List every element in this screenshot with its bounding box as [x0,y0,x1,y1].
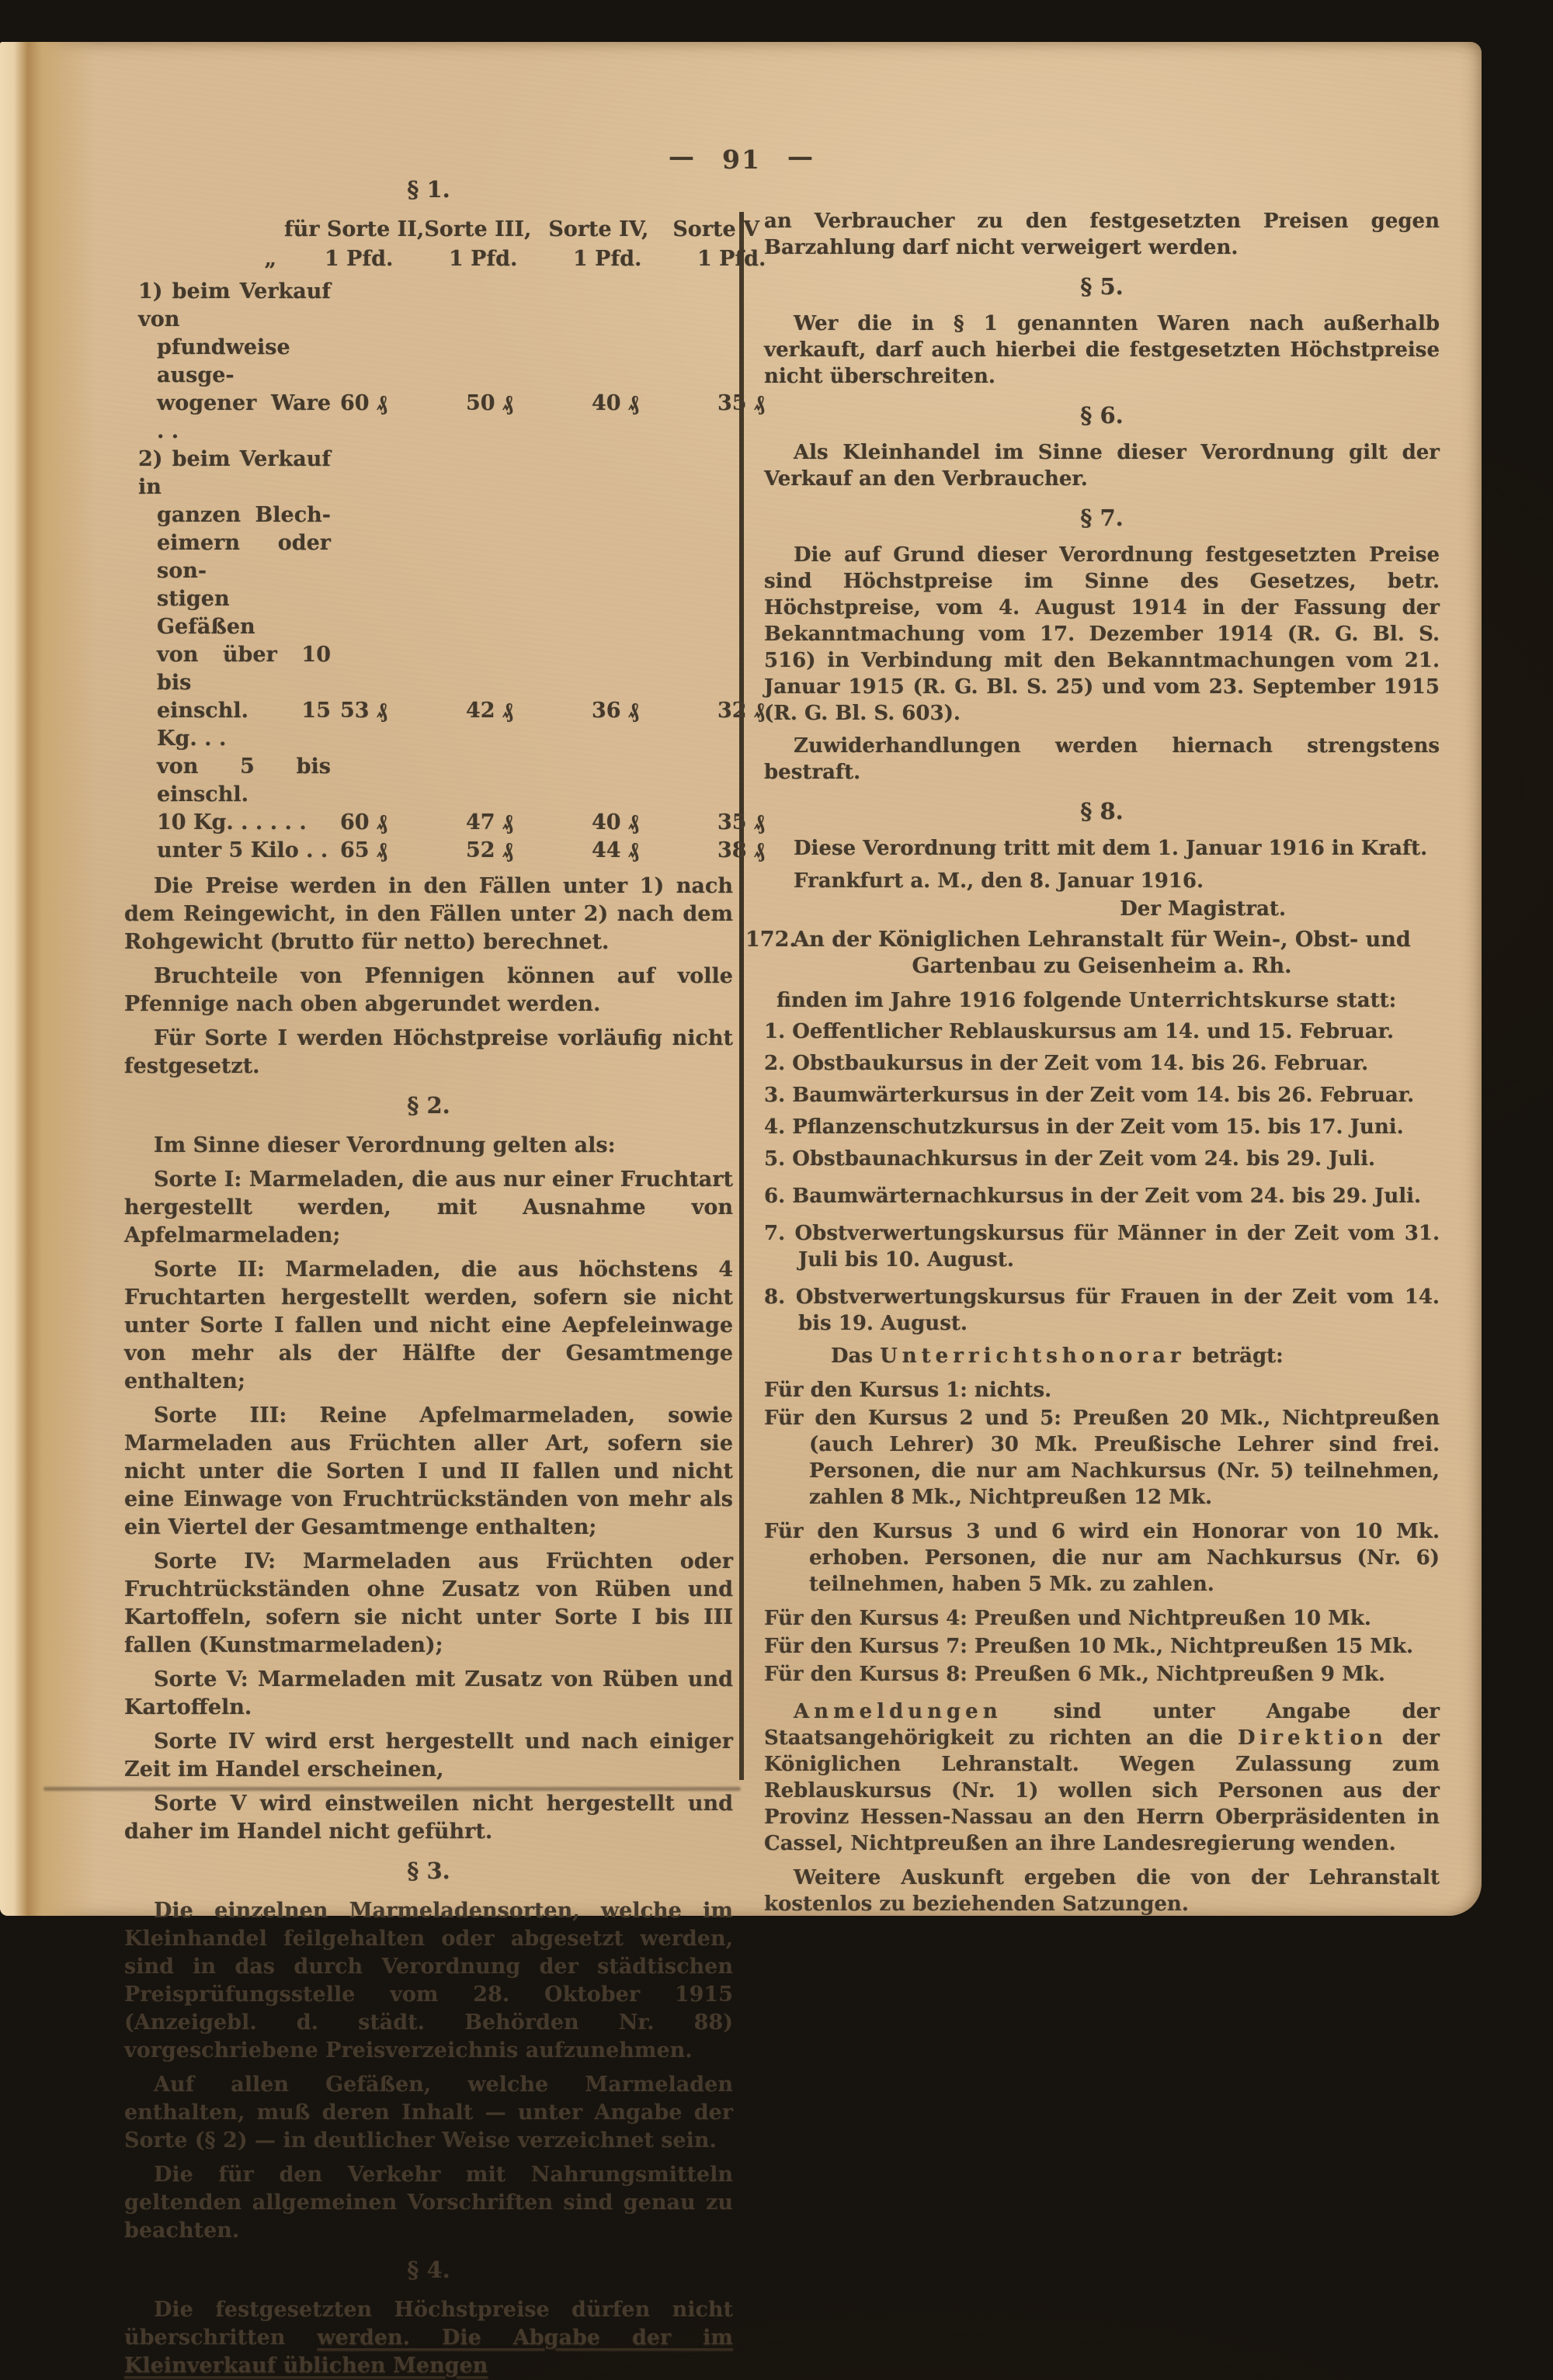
closing-paragraph: Weitere Auskunft ergeben die von der Lehranstalt kostenlos zu beziehenden Satzungen. [764,1866,1440,1916]
unit-pfd-3: 1 Pfd. [573,247,642,271]
paragraph: Bruchteile von Pfennigen können auf volle Pfennige nach oben abgerundet werden. [124,964,733,1016]
course-item: 6. Baumwärternachkursus in der Zeit vom 24. bis 29. Juli. [764,1185,1422,1208]
price-value: 60 ₰ [340,810,387,834]
paragraph: Als Kleinhandel im Sinne dieser Verordnung gilt der Verkauf an den Verbraucher. [764,441,1440,491]
col-header-sorte-5: Sorte V [672,217,760,241]
price-value: 35 ₰ [717,810,765,834]
table-row: einschl. 15 Kg. . . 53 ₰ 42 ₰ 36 ₰ 32 ₰ [124,697,733,753]
section-2-heading: § 2. [407,1092,450,1119]
paragraph: Für Sorte I werden Höchstpreise vorläufig nicht festgesetzt. [124,1026,733,1078]
price-value: 36 ₰ [592,699,639,723]
courses-intro: finden im Jahre 1916 folgende Unterrichtskurse statt: [776,989,1397,1012]
paragraph: Die festgesetzten Höchstpreise dürfen nicht überschritten werden. Die Abgabe der im Kleinverkauf üblichen Mengen [124,2298,733,2378]
table-row: 1) beim Verkauf von [138,279,331,331]
anmeldung-paragraph: Anmeldungen sind unter Angabe der Staatsangehörigkeit zu richten an die Direktion der Königlichen Lehranstalt. Wegen Zulassung zum Reblauskursus (Nr. 1) wollen sich Personen aus der Provinz Hessen-Nassau an den Herrn Oberpräsidenten in Cassel, Nichtpreußen an ihre Landesregierung wenden. [764,1700,1440,1855]
letterspaced-word: Direktion [1237,1726,1388,1750]
price-value: 50 ₰ [466,391,513,415]
price-value: 40 ₰ [592,391,639,415]
price-value: 35 ₰ [717,391,765,415]
dateline: Frankfurt a. M., den 8. Januar 1916. [794,869,1204,893]
paragraph-sorte-2: Sorte II: Marmeladen, die aus höchstens 4 Fruchtarten hergestellt werden, sofern sie nicht unter Sorte I fallen und nicht eine Aepfeleinwage von mehr als der Hälfte der Gesamtmenge enthalten; [124,1258,733,1393]
course-item: 3. Baumwärterkursus in der Zeit vom 14. bis 26. Februar. [764,1084,1415,1107]
section-5-heading: § 5. [1080,273,1124,300]
paragraph: Die einzelnen Marmeladensorten, welche im Kleinhandel feilgehalten oder abgesetzt werden, sind in das durch Verordnung der städtischen Preisprüfungsstelle vom 28. Oktober 1915 (Anzeigebl. d. städt. Behörden Nr. 88) vorgeschriebene Preisverzeichnis aufzunehmen. [124,1899,733,2063]
section-1-heading: § 1. [407,176,450,203]
paragraph: Auf allen Gefäßen, welche Marmeladen enthalten, muß deren Inhalt — unter Angabe der Sorte (§ 2) — in deutlicher Weise verzeichnet sein. [124,2073,733,2153]
table-spacer [124,216,284,244]
table-row: ganzen Blech- [157,503,331,527]
section-8-heading: § 8. [1080,798,1124,824]
course-item: 5. Obstbaunachkursus in der Zeit vom 24. bis 29. Juli. [764,1147,1376,1171]
left-column [124,165,766,2380]
letterspaced-word: Unterrichtshonorar [880,1344,1186,1368]
table-row: eimern oder son- [157,531,331,583]
unit-pfd-1: 1 Pfd. [325,247,394,271]
fee-item: Für den Kursus 8: Preußen 6 Mk., Nichtpreußen 9 Mk. [764,1663,1385,1686]
paragraph: Im Sinne dieser Verordnung gelten als: [154,1133,616,1157]
col-header-sorte-4: Sorte IV, [548,217,649,241]
course-item: 8. Obstverwertungskursus für Frauen in der Zeit vom 14. bis 19. August. [764,1285,1440,1335]
col-header-sorte-3: Sorte III, [424,217,532,241]
entry-number: 172. [745,928,797,952]
paragraph-sorte-4: Sorte IV: Marmeladen aus Früchten oder Fruchtrückständen ohne Zusatz von Rüben und Kartoffeln, sofern sie nicht unter Sorte I bis III fallen (Kunstmarmeladen); [124,1549,733,1657]
price-value: 44 ₰ [592,838,639,862]
column-divider-rule [739,212,744,1780]
table-row: von 5 bis einschl. [157,755,331,807]
table-row: stigen Gefäßen [157,587,255,639]
table-row: 10 Kg. . . . . . 60 ₰ 47 ₰ 40 ₰ 35 ₰ [124,809,733,837]
section-4-heading: § 4. [407,2257,450,2283]
price-value: 32 ₰ [717,699,765,723]
unit-pfd-4: 1 Pfd. [697,247,766,271]
price-table-unit-header [124,245,766,273]
signature-der-magistrat: Der Magistrat. [1120,897,1286,921]
course-item: 4. Pflanzenschutzkursus in der Zeit vom 15. bis 17. Juni. [764,1115,1404,1139]
fee-item: Für den Kursus 1: nichts. [764,1379,1052,1402]
fee-item: Für den Kursus 2 und 5: Preußen 20 Mk., Nichtpreußen (auch Lehrer) 30 Mk. Preußische Lehrer sind frei. Personen, die nur am Nachkursus (Nr. 5) teilnehmen, zahlen 8 Mk., Nichtpreußen 12 Mk. [764,1407,1440,1509]
table-row: unter 5 Kilo . . 65 ₰ 52 ₰ 44 ₰ 38 ₰ [124,837,733,865]
price-value: 40 ₰ [592,810,639,834]
honorar-line: Das Unterrichtshonorar beträgt: [831,1344,1284,1368]
ink-smear [43,1787,741,1791]
paragraph: Die Preise werden in den Fällen unter 1) nach dem Reingewicht, in den Fällen unter 2) nach dem Rohgewicht (brutto für netto) berechnet. [124,874,733,954]
course-item: 1. Oeffentlicher Reblauskursus am 14. und 15. Februar. [764,1020,1395,1043]
price-value: 47 ₰ [466,810,513,834]
table-row: von über 10 bis [157,643,331,695]
course-item: 7. Obstverwertungskursus für Männer in der Zeit vom 31. Juli bis 10. August. [764,1222,1440,1272]
paragraph-sorte-5: Sorte V: Marmeladen mit Zusatz von Rüben und Kartoffeln. [124,1667,733,1719]
unit-pfd-2: 1 Pfd. [449,247,518,271]
page-number-dash-left: — [669,141,697,172]
fee-item: Für den Kursus 3 und 6 wird ein Honorar von 10 Mk. erhoben. Personen, die nur am Nachkursus (Nr. 6) teilnehmen, haben 5 Mk. zu zahlen. [764,1520,1440,1596]
table-row: 2) beim Verkauf in [138,447,331,499]
fee-item: Für den Kursus 7: Preußen 10 Mk., Nichtpreußen 15 Mk. [764,1635,1414,1658]
section-3-heading: § 3. [407,1858,450,1884]
table-row: pfundweise ausge- [157,335,290,387]
paragraph: Sorte IV wird erst hergestellt und nach einiger Zeit im Handel erscheinen, [124,1729,733,1782]
paragraph: Die auf Grund dieser Verordnung festgesetzten Preise sind Höchstpreise im Sinne des Gesetzes, betr. Höchstpreise, vom 4. August 1914 in der Fassung der Bekanntmachung vom 17. Dezember 1914 (R. G. Bl. S. 516) in Verbindung mit den Bekanntmachungen vom 21. Januar 1915 (R. G. Bl. S. 25) und vom 23. September 1915 (R. G. Bl. S. 603). [764,543,1440,725]
right-column [745,208,1440,1917]
price-value: 60 ₰ [340,391,387,415]
price-value: 38 ₰ [717,838,765,862]
col-header-sorte-2: für Sorte II, [284,217,425,241]
fee-item: Für den Kursus 4: Preußen und Nichtpreußen 10 Mk. [764,1607,1371,1630]
price-value: 52 ₰ [466,838,513,862]
page-number-dash-right: — [787,141,815,172]
paragraph: Diese Verordnung tritt mit dem 1. Januar 1916 in Kraft. [794,837,1428,860]
price-value: 42 ₰ [466,699,513,723]
table-row: wogener Ware . . 60 ₰ 50 ₰ 40 ₰ 35 ₰ [124,390,733,446]
paragraph-sorte-3: Sorte III: Reine Apfelmarmeladen, sowie Marmeladen aus Früchten aller Art, sofern sie nicht unter die Sorten I und II fallen und nicht eine Einwage von Fruchtrückständen von mehr als ein Viertel der Gesamtmenge enthalten; [124,1403,733,1539]
entry-172-heading: 172. An der Königlichen Lehranstalt für Wein-, Obst- und Gartenbau zu Geisenheim a. Rh. [745,928,1411,978]
paragraph: Zuwiderhandlungen werden hiernach strengstens bestraft. [764,734,1440,784]
letterspaced-word: Anmeldungen [794,1700,1002,1723]
price-table-sorte-header [124,216,760,244]
price-value: 65 ₰ [340,838,387,862]
smudged-text: werden. Die Abgabe der im Kleinverkauf üblichen Mengen [124,2326,733,2378]
section-6-heading: § 6. [1080,402,1124,428]
paragraph: Die für den Verkehr mit Nahrungsmitteln geltenden allgemeinen Vorschriften sind genau zu beachten. [124,2163,733,2243]
paragraph-sorte-1: Sorte I: Marmeladen, die aus nur einer Fruchtart hergestellt werden, mit Ausnahme von Apfelmarmeladen; [124,1167,733,1247]
paragraph: Wer die in § 1 genannten Waren nach außerhalb verkauft, darf auch hierbei die festgesetzten Höchstpreise nicht überschreiten. [764,312,1440,388]
price-value: 53 ₰ [340,699,387,723]
paragraph: Sorte V wird einstweilen nicht hergestellt und daher im Handel nicht geführt. [124,1792,733,1844]
section-7-heading: § 7. [1080,505,1124,531]
course-item: 2. Obstbaukursus in der Zeit vom 14. bis 26. Februar. [764,1052,1369,1075]
continuation-paragraph: an Verbraucher zu den festgesetzten Preisen gegen Barzahlung darf nicht verweigert werden. [764,210,1440,259]
ditto-mark: „ [264,247,276,271]
page-number-value: 91 [722,144,761,175]
